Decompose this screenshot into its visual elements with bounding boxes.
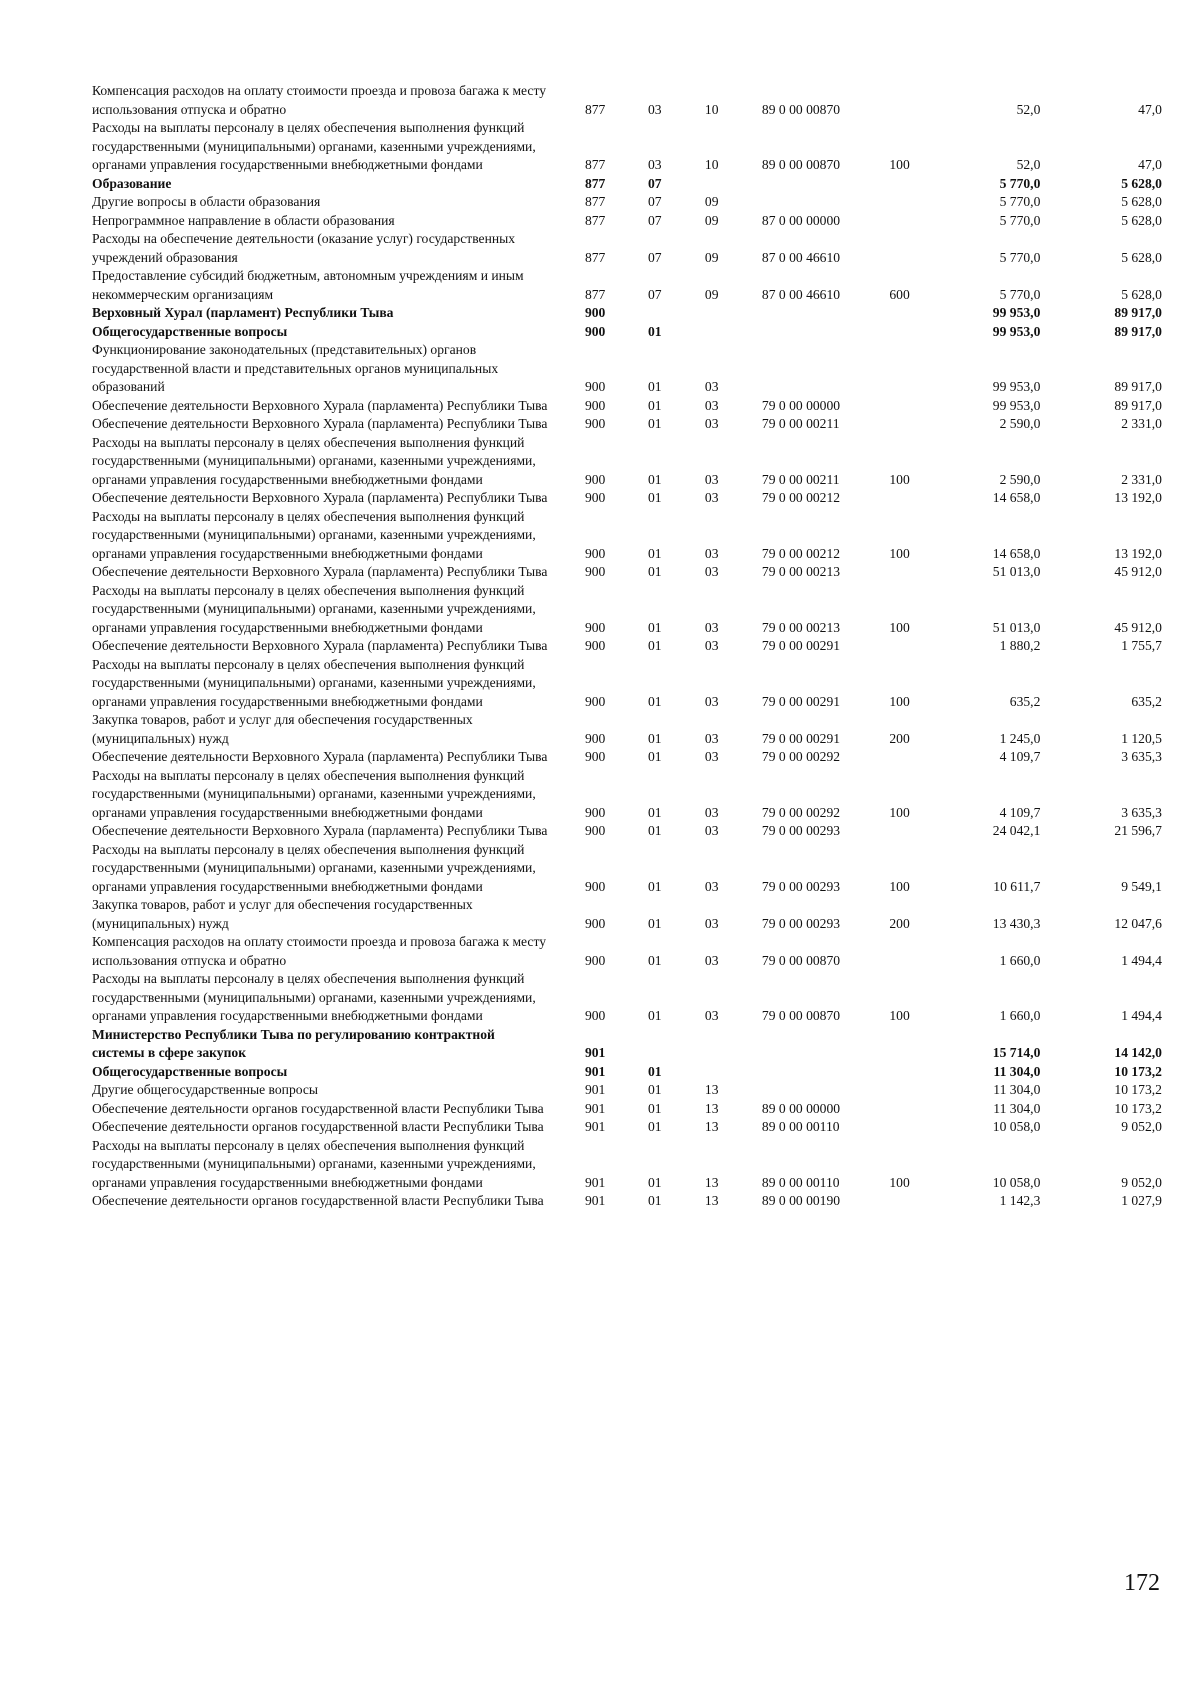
row-name: Расходы на выплаты персоналу в целях обеспечения выполнения функций государственными (муниципальными) органами, казенными учреждениями, органами управления государственными внебюджетными фондами <box>92 1137 536 1190</box>
sum-1: 10 058,0 <box>992 1119 1041 1134</box>
code-rz: 01 <box>647 823 662 838</box>
code-rz: 01 <box>647 749 662 764</box>
sum-1: 11 304,0 <box>993 1063 1041 1079</box>
sum-2: 5 628,0 <box>1121 194 1162 209</box>
code-gr: 877 <box>584 101 606 117</box>
code-rz: 01 <box>647 619 662 635</box>
row-name: Общегосударственные вопросы <box>92 1063 288 1079</box>
code-vr: 100 <box>889 471 910 487</box>
code-cs: 79 0 00 00212 <box>761 490 841 505</box>
table-row <box>92 82 1162 119</box>
code-cs: 79 0 00 00293 <box>761 915 841 931</box>
code-cs: 79 0 00 00293 <box>761 878 841 894</box>
sum-1: 99 953,0 <box>992 323 1041 339</box>
code-gr: 900 <box>584 490 606 505</box>
row-name: Закупка товаров, работ и услуг для обеспечения государственных (муниципальных) нужд <box>92 897 473 931</box>
row-name: Верховный Хурал (парламент) Республики Тыва <box>92 305 394 320</box>
code-pr: 09 <box>704 249 719 265</box>
code-pr: 03 <box>704 952 719 968</box>
code-cs: 89 0 00 00000 <box>761 1100 841 1116</box>
row-name: Закупка товаров, работ и услуг для обеспечения государственных (муниципальных) нужд <box>92 712 473 746</box>
code-gr: 900 <box>584 730 606 746</box>
sum-2: 13 192,0 <box>1114 545 1162 561</box>
sum-1: 99 953,0 <box>992 379 1041 394</box>
code-pr: 03 <box>704 471 719 487</box>
code-pr: 09 <box>704 194 719 209</box>
code-rz: 01 <box>647 564 662 579</box>
row-name: Функционирование законодательных (представительных) органов государственной власти и представительных органов муниципальных образований <box>92 342 499 394</box>
code-rz: 01 <box>647 1008 662 1023</box>
sum-1: 10 058,0 <box>992 1174 1041 1190</box>
code-cs: 87 0 00 46610 <box>761 286 841 302</box>
row-name: Обеспечение деятельности Верховного Хурала (парламента) Республики Тыва <box>92 564 548 579</box>
code-rz: 01 <box>647 804 662 820</box>
page-number: 172 <box>1124 1570 1160 1596</box>
sum-1: 1 245,0 <box>999 730 1041 746</box>
code-vr: 100 <box>889 1008 910 1023</box>
sum-1: 5 770,0 <box>999 212 1041 228</box>
table-row <box>92 1026 1162 1063</box>
sum-2: 45 912,0 <box>1114 619 1162 635</box>
table-row <box>92 341 1162 397</box>
code-pr: 03 <box>704 823 719 838</box>
sum-2: 9 549,1 <box>1121 878 1162 894</box>
row-name: Общегосударственные вопросы <box>92 323 288 339</box>
code-rz: 01 <box>647 878 662 894</box>
code-gr: 901 <box>584 1100 606 1116</box>
sum-2: 21 596,7 <box>1114 823 1162 838</box>
table-row <box>92 748 1162 767</box>
table-row <box>92 323 1162 342</box>
sum-2: 9 052,0 <box>1121 1174 1162 1190</box>
sum-2: 89 917,0 <box>1114 305 1162 320</box>
sum-1: 10 611,7 <box>993 878 1041 894</box>
code-gr: 900 <box>584 915 606 931</box>
code-cs: 79 0 00 00291 <box>761 730 841 746</box>
code-pr: 09 <box>704 212 719 228</box>
code-pr: 03 <box>704 749 719 764</box>
sum-2: 2 331,0 <box>1121 416 1162 431</box>
code-cs: 89 0 00 00110 <box>761 1174 840 1190</box>
code-gr: 877 <box>584 175 606 191</box>
code-gr: 900 <box>584 878 606 894</box>
code-pr: 03 <box>704 730 719 746</box>
sum-1: 99 953,0 <box>992 305 1041 320</box>
code-cs: 89 0 00 00110 <box>761 1119 840 1134</box>
code-cs: 89 0 00 00190 <box>761 1193 841 1208</box>
sum-2: 10 173,2 <box>1114 1100 1162 1116</box>
row-name: Расходы на выплаты персоналу в целях обеспечения выполнения функций государственными (муниципальными) органами, казенными учреждениями, органами управления государственными внебюджетными фондами <box>92 656 536 709</box>
sum-1: 24 042,1 <box>992 823 1041 838</box>
row-name: Образование <box>92 175 172 191</box>
table-row <box>92 489 1162 508</box>
row-name: Компенсация расходов на оплату стоимости проезда и провоза багажа к месту использования отпуска и обратно <box>92 83 547 117</box>
code-gr: 900 <box>584 416 606 431</box>
code-gr: 900 <box>584 323 606 339</box>
sum-1: 52,0 <box>1016 101 1041 117</box>
code-gr: 901 <box>584 1063 606 1079</box>
code-gr: 900 <box>584 638 606 653</box>
sum-2: 9 052,0 <box>1121 1119 1162 1134</box>
code-vr: 100 <box>889 804 910 820</box>
row-name: Обеспечение деятельности органов государственной власти Республики Тыва <box>92 1100 544 1116</box>
code-pr: 13 <box>704 1193 719 1208</box>
sum-1: 15 714,0 <box>992 1045 1041 1060</box>
code-pr: 03 <box>704 693 719 709</box>
sum-2: 1 755,7 <box>1121 638 1162 653</box>
table-row <box>92 267 1162 304</box>
code-gr: 877 <box>584 249 606 265</box>
code-vr: 200 <box>889 915 910 931</box>
sum-2: 10 173,2 <box>1114 1063 1162 1079</box>
sum-2: 5 628,0 <box>1121 249 1162 265</box>
sum-2: 89 917,0 <box>1114 379 1162 394</box>
table-row <box>92 767 1162 823</box>
code-pr: 03 <box>704 878 719 894</box>
code-pr: 03 <box>704 1008 719 1023</box>
row-name: Обеспечение деятельности Верховного Хурала (парламента) Республики Тыва <box>92 416 548 431</box>
row-name: Обеспечение деятельности Верховного Хурала (парламента) Республики Тыва <box>92 823 548 838</box>
table-row <box>92 1118 1162 1137</box>
code-pr: 13 <box>704 1119 719 1134</box>
code-gr: 900 <box>584 471 606 487</box>
code-vr: 100 <box>889 1174 910 1190</box>
code-rz: 07 <box>647 212 662 228</box>
sum-2: 89 917,0 <box>1114 323 1162 339</box>
table-row <box>92 175 1162 194</box>
code-vr: 100 <box>889 693 910 709</box>
sum-2: 1 120,5 <box>1121 730 1162 746</box>
code-pr: 10 <box>704 101 719 117</box>
code-gr: 900 <box>584 305 606 320</box>
code-pr: 03 <box>704 379 719 394</box>
sum-1: 13 430,3 <box>992 915 1041 931</box>
sum-1: 4 109,7 <box>999 749 1041 764</box>
sum-1: 5 770,0 <box>999 175 1041 191</box>
code-gr: 901 <box>584 1174 606 1190</box>
table-row <box>92 822 1162 841</box>
code-cs: 79 0 00 00291 <box>761 638 841 653</box>
row-name: Другие вопросы в области образования <box>92 194 321 209</box>
code-cs: 87 0 00 46610 <box>761 249 841 265</box>
code-cs: 79 0 00 00211 <box>761 471 840 487</box>
code-vr: 100 <box>889 545 910 561</box>
row-name: Расходы на выплаты персоналу в целях обеспечения выполнения функций государственными (муниципальными) органами, казенными учреждениями, органами управления государственными внебюджетными фондами <box>92 582 536 635</box>
table-row <box>92 212 1162 231</box>
sum-1: 5 770,0 <box>999 249 1041 265</box>
code-cs: 79 0 00 00000 <box>761 397 841 413</box>
code-pr: 13 <box>704 1100 719 1116</box>
code-gr: 901 <box>584 1193 606 1208</box>
code-gr: 877 <box>584 212 606 228</box>
table-row <box>92 193 1162 212</box>
code-pr: 03 <box>704 804 719 820</box>
sum-1: 99 953,0 <box>992 397 1041 413</box>
table-row <box>92 637 1162 656</box>
code-gr: 901 <box>584 1082 606 1097</box>
code-pr: 03 <box>704 397 719 413</box>
code-rz: 01 <box>647 1193 662 1208</box>
sum-1: 14 658,0 <box>992 490 1041 505</box>
sum-1: 1 142,3 <box>999 1193 1041 1208</box>
sum-2: 5 628,0 <box>1121 212 1162 228</box>
code-gr: 877 <box>584 286 606 302</box>
code-cs: 79 0 00 00293 <box>761 823 841 838</box>
code-cs: 79 0 00 00213 <box>761 619 841 635</box>
code-gr: 900 <box>584 619 606 635</box>
sum-2: 5 628,0 <box>1121 175 1162 191</box>
code-vr: 100 <box>889 157 910 172</box>
row-name: Предоставление субсидий бюджетным, автономным учреждениям и иным некоммерческим организациям <box>92 268 524 302</box>
row-name: Обеспечение деятельности Верховного Хурала (парламента) Республики Тыва <box>92 638 548 653</box>
sum-1: 14 658,0 <box>992 545 1041 561</box>
code-pr: 03 <box>704 638 719 653</box>
code-rz: 01 <box>647 323 662 339</box>
code-cs: 87 0 00 00000 <box>761 212 841 228</box>
code-rz: 07 <box>647 286 662 302</box>
sum-1: 5 770,0 <box>999 194 1041 209</box>
code-pr: 03 <box>704 545 719 561</box>
code-vr: 100 <box>889 878 910 894</box>
sum-1: 4 109,7 <box>999 804 1041 820</box>
code-rz: 07 <box>647 194 662 209</box>
table-row <box>92 1137 1162 1193</box>
code-cs: 79 0 00 00212 <box>761 545 841 561</box>
code-rz: 01 <box>647 1063 662 1079</box>
row-name: Обеспечение деятельности органов государственной власти Республики Тыва <box>92 1193 544 1208</box>
sum-2: 45 912,0 <box>1114 564 1162 579</box>
code-vr: 200 <box>889 730 910 746</box>
sum-2: 635,2 <box>1131 693 1162 709</box>
sum-2: 12 047,6 <box>1114 915 1162 931</box>
code-vr: 600 <box>889 286 910 302</box>
table-row <box>92 563 1162 582</box>
sum-2: 89 917,0 <box>1114 397 1162 413</box>
code-gr: 900 <box>584 564 606 579</box>
sum-2: 14 142,0 <box>1114 1045 1162 1060</box>
sum-1: 2 590,0 <box>999 416 1041 431</box>
sum-2: 5 628,0 <box>1121 286 1162 302</box>
code-gr: 900 <box>584 823 606 838</box>
code-gr: 900 <box>584 749 606 764</box>
row-name: Министерство Республики Тыва по регулированию контрактной системы в сфере закупок <box>92 1026 495 1060</box>
sum-2: 10 173,2 <box>1114 1082 1162 1097</box>
code-gr: 900 <box>584 545 606 561</box>
code-pr: 09 <box>704 286 719 302</box>
table-row <box>92 1192 1162 1211</box>
table-row <box>92 656 1162 712</box>
code-gr: 877 <box>584 157 606 172</box>
code-cs: 89 0 00 00870 <box>761 157 841 172</box>
code-rz: 01 <box>647 490 662 505</box>
table-row <box>92 711 1162 748</box>
sum-1: 52,0 <box>1016 157 1041 172</box>
table-row <box>92 582 1162 638</box>
code-cs: 79 0 00 00870 <box>761 1008 841 1023</box>
sum-1: 1 660,0 <box>999 952 1041 968</box>
row-name: Обеспечение деятельности Верховного Хурала (парламента) Республики Тыва <box>92 490 548 505</box>
table-row <box>92 896 1162 933</box>
code-cs: 79 0 00 00292 <box>761 804 841 820</box>
code-gr: 900 <box>584 804 606 820</box>
row-name: Расходы на выплаты персоналу в целях обеспечения выполнения функций государственными (муниципальными) органами, казенными учреждениями, органами управления государственными внебюджетными фондами <box>92 434 536 487</box>
row-name: Расходы на выплаты персоналу в целях обеспечения выполнения функций государственными (муниципальными) органами, казенными учреждениями, органами управления государственными внебюджетными фондами <box>92 120 536 172</box>
code-gr: 900 <box>584 379 606 394</box>
code-rz: 01 <box>647 1119 662 1134</box>
table-row <box>92 933 1162 970</box>
row-name: Непрограммное направление в области образования <box>92 212 395 228</box>
code-cs: 79 0 00 00292 <box>761 749 841 764</box>
code-gr: 901 <box>584 1119 606 1134</box>
code-rz: 03 <box>647 101 662 117</box>
sum-2: 1 494,4 <box>1121 952 1162 968</box>
code-cs: 79 0 00 00291 <box>761 693 841 709</box>
code-pr: 13 <box>704 1174 719 1190</box>
code-vr: 100 <box>889 619 910 635</box>
table-row <box>92 397 1162 416</box>
sum-1: 1 880,2 <box>999 638 1041 653</box>
code-rz: 01 <box>647 416 662 431</box>
table-row <box>92 434 1162 490</box>
code-gr: 901 <box>584 1045 606 1060</box>
code-pr: 03 <box>704 564 719 579</box>
code-rz: 01 <box>647 1100 662 1116</box>
code-rz: 01 <box>647 952 662 968</box>
code-cs: 79 0 00 00213 <box>761 564 841 579</box>
code-gr: 900 <box>584 397 606 413</box>
sum-1: 2 590,0 <box>999 471 1041 487</box>
sum-2: 2 331,0 <box>1121 471 1162 487</box>
table-row <box>92 1100 1162 1119</box>
code-rz: 07 <box>647 249 662 265</box>
sum-2: 3 635,3 <box>1121 749 1162 764</box>
budget-table <box>92 82 1162 1211</box>
code-cs: 89 0 00 00870 <box>761 101 841 117</box>
code-pr: 03 <box>704 490 719 505</box>
sum-1: 51 013,0 <box>992 564 1041 579</box>
code-pr: 03 <box>704 416 719 431</box>
table-row <box>92 119 1162 175</box>
sum-1: 5 770,0 <box>999 286 1041 302</box>
code-rz: 07 <box>647 175 662 191</box>
row-name: Обеспечение деятельности Верховного Хурала (парламента) Республики Тыва <box>92 397 548 413</box>
code-rz: 01 <box>647 379 662 394</box>
row-name: Расходы на выплаты персоналу в целях обеспечения выполнения функций государственными (муниципальными) органами, казенными учреждениями, органами управления государственными внебюджетными фондами <box>92 971 536 1023</box>
sum-1: 635,2 <box>1009 693 1041 709</box>
code-gr: 900 <box>584 693 606 709</box>
sum-2: 3 635,3 <box>1121 804 1162 820</box>
code-rz: 01 <box>647 730 662 746</box>
row-name: Расходы на выплаты персоналу в целях обеспечения выполнения функций государственными (муниципальными) органами, казенными учреждениями, органами управления государственными внебюджетными фондами <box>92 841 536 894</box>
row-name: Другие общегосударственные вопросы <box>92 1082 319 1097</box>
table-row <box>92 304 1162 323</box>
code-rz: 01 <box>647 693 662 709</box>
sum-2: 47,0 <box>1138 101 1162 117</box>
code-pr: 03 <box>704 915 719 931</box>
table-row <box>92 841 1162 897</box>
code-gr: 877 <box>584 194 606 209</box>
sum-2: 47,0 <box>1138 157 1162 172</box>
table-row <box>92 1063 1162 1082</box>
table-row <box>92 508 1162 564</box>
row-name: Расходы на обеспечение деятельности (оказание услуг) государственных учреждений образования <box>92 231 516 265</box>
code-rz: 03 <box>647 157 662 172</box>
code-rz: 01 <box>647 397 662 413</box>
row-name: Обеспечение деятельности Верховного Хурала (парламента) Республики Тыва <box>92 749 548 764</box>
table-row <box>92 970 1162 1026</box>
row-name: Обеспечение деятельности органов государственной власти Республики Тыва <box>92 1119 544 1134</box>
sum-1: 11 304,0 <box>993 1100 1041 1116</box>
table-row <box>92 415 1162 434</box>
row-name: Расходы на выплаты персоналу в целях обеспечения выполнения функций государственными (муниципальными) органами, казенными учреждениями, органами управления государственными внебюджетными фондами <box>92 767 536 820</box>
code-pr: 10 <box>704 157 719 172</box>
sum-1: 1 660,0 <box>999 1008 1041 1023</box>
sum-1: 11 304,0 <box>993 1082 1041 1097</box>
code-gr: 900 <box>584 1008 606 1023</box>
code-rz: 01 <box>647 915 662 931</box>
code-pr: 03 <box>704 619 719 635</box>
code-cs: 79 0 00 00211 <box>761 416 840 431</box>
sum-2: 13 192,0 <box>1114 490 1162 505</box>
code-rz: 01 <box>647 1082 662 1097</box>
code-cs: 79 0 00 00870 <box>761 952 841 968</box>
code-rz: 01 <box>647 545 662 561</box>
table-row <box>92 230 1162 267</box>
row-name: Расходы на выплаты персоналу в целях обеспечения выполнения функций государственными (муниципальными) органами, казенными учреждениями, органами управления государственными внебюджетными фондами <box>92 508 536 561</box>
code-rz: 01 <box>647 1174 662 1190</box>
code-pr: 13 <box>704 1082 719 1097</box>
code-rz: 01 <box>647 638 662 653</box>
code-rz: 01 <box>647 471 662 487</box>
code-gr: 900 <box>584 952 606 968</box>
table-row <box>92 1081 1162 1100</box>
sum-2: 1 027,9 <box>1121 1193 1162 1208</box>
sum-2: 1 494,4 <box>1121 1008 1162 1023</box>
row-name: Компенсация расходов на оплату стоимости проезда и провоза багажа к месту использования отпуска и обратно <box>92 934 547 968</box>
sum-1: 51 013,0 <box>992 619 1041 635</box>
